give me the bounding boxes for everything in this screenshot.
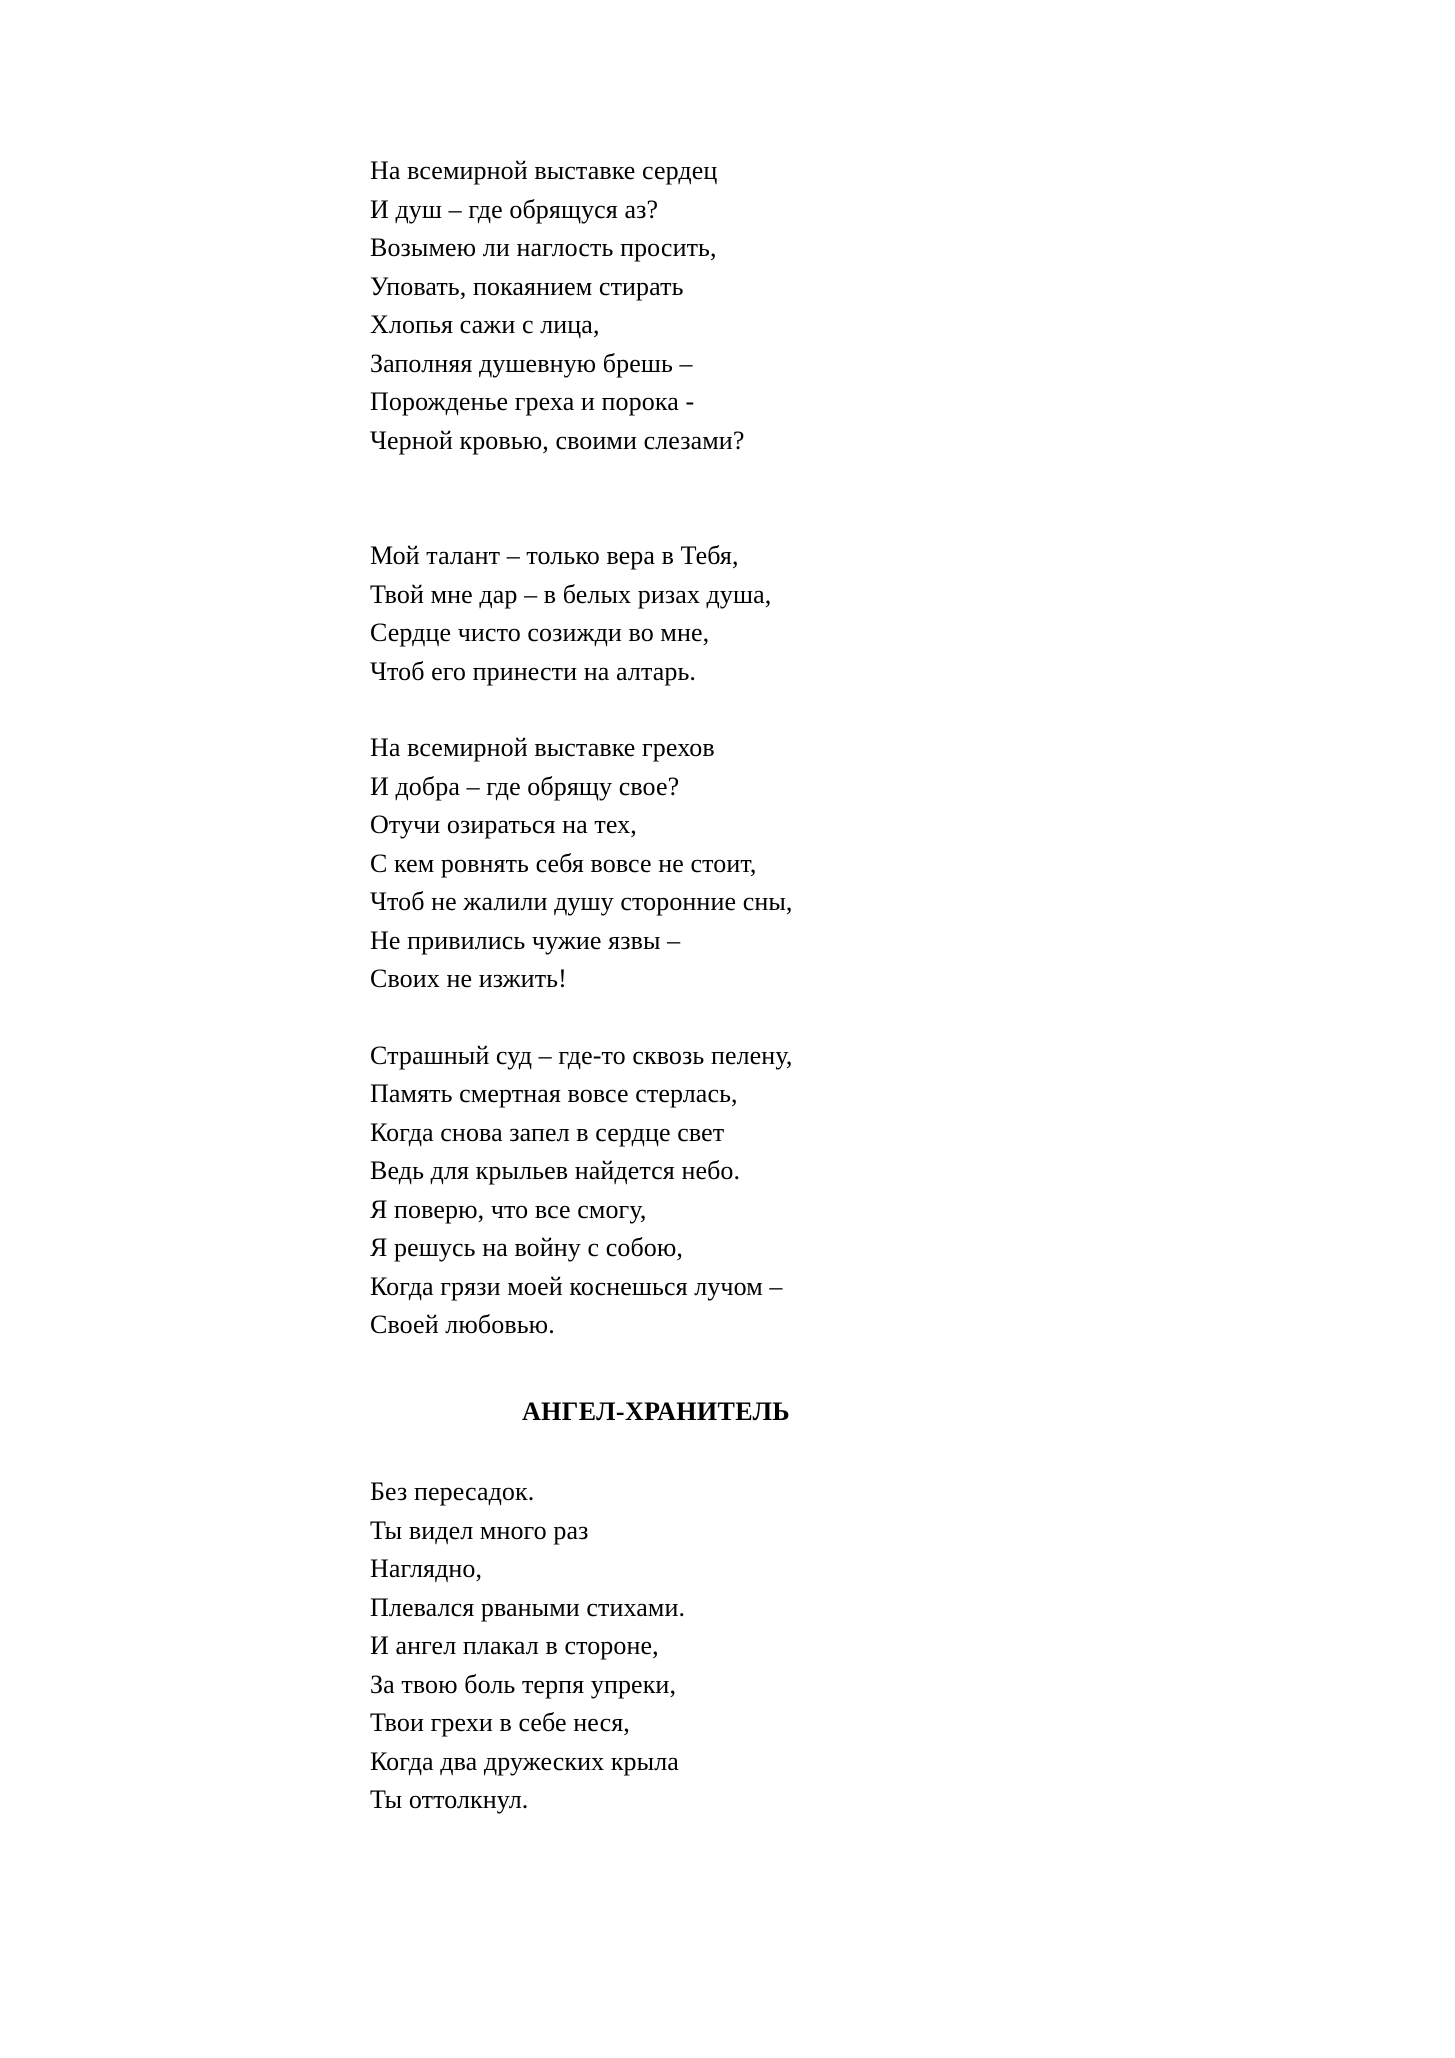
poem-line: Когда грязи моей коснешься лучом – — [370, 1271, 783, 1301]
poem-line: Черной кровью, своими слезами? — [370, 425, 745, 455]
poem-line: Ведь для крыльев найдется небо. — [370, 1156, 741, 1185]
poem-line: Возымею ли наглость просить, — [370, 233, 717, 262]
poem-line: На всемирной выставке грехов — [370, 733, 715, 762]
poem-line: Я решусь на войну с собою, — [370, 1233, 684, 1262]
poem-line: За твою боль терпя упреки, — [370, 1669, 677, 1699]
poem-line: Страшный суд – где-то сквозь пелену, — [370, 1040, 793, 1070]
poem-text-column — [370, 152, 1070, 1820]
poem-line: И добра – где обрящу свое? — [370, 771, 680, 801]
poem-line: Когда снова запел в сердце свет — [370, 1117, 725, 1147]
poem-line: Без пересадок. — [370, 1477, 535, 1506]
poem-title-angel-hranitel: АНГЕЛ-ХРАНИТЕЛЬ — [521, 1396, 791, 1426]
poem-line: Наглядно, — [370, 1554, 483, 1583]
stanza-bez-peresadok — [370, 1473, 1070, 1820]
poem-line: Сердце чисто созижди во мне, — [370, 618, 710, 647]
poem-line: Отучи озираться на тех, — [370, 810, 637, 839]
poem-line: Уповать, покаянием стирать — [370, 271, 684, 301]
stanza-vsemirnoy-vystavke-grehov — [370, 729, 1070, 999]
poem-line: На всемирной выставке сердец — [370, 156, 718, 185]
poem-line: И душ – где обрящуся аз? — [370, 194, 659, 224]
stanza-spacer-large — [370, 460, 1070, 537]
poem-line: Порожденье греха и порока - — [370, 387, 695, 416]
poem-line: Ты видел много раз — [370, 1515, 589, 1545]
poem-line: Ты оттолкнул. — [370, 1785, 529, 1814]
poem-line: И ангел плакал в стороне, — [370, 1631, 659, 1660]
poem-line: Твои грехи в себе неся, — [370, 1708, 630, 1737]
poem-line: Мой талант – только вера в Тебя, — [370, 541, 739, 570]
stanza-spacer — [370, 691, 1070, 729]
poem-line: Хлопья сажи с лица, — [370, 310, 600, 339]
poem-line: Когда два дружеских крыла — [370, 1746, 679, 1776]
poem-line: Своей любовью. — [370, 1310, 555, 1339]
poem-line: Я поверю, что все смогу, — [370, 1194, 647, 1224]
poem-line: Своих не изжить! — [370, 964, 567, 993]
stanza-moy-talant — [370, 537, 1070, 691]
poem-line: Заполняя душевную брешь – — [370, 348, 693, 378]
poem-line: Чтоб его принести на алтарь. — [370, 656, 697, 686]
stanza-spacer — [370, 999, 1070, 1037]
poem-line: Твой мне дар – в белых ризах душа, — [370, 579, 772, 609]
spacer-before-title — [370, 1345, 1070, 1393]
stanza-strashnyy-sud — [370, 1037, 1070, 1345]
spacer-after-title — [370, 1431, 1070, 1473]
poem-line: Плевался рваными стихами. — [370, 1592, 686, 1622]
poem-line: С кем ровнять себя вовсе не стоит, — [370, 848, 757, 878]
poem-line: Память смертная вовсе стерлась, — [370, 1079, 738, 1108]
stanza-vsemirnoy-vystavke-serdets — [370, 152, 1070, 460]
poem-line: Не привились чужие язвы – — [370, 925, 681, 955]
poem-line: Чтоб не жалили душу сторонние сны, — [370, 887, 793, 916]
